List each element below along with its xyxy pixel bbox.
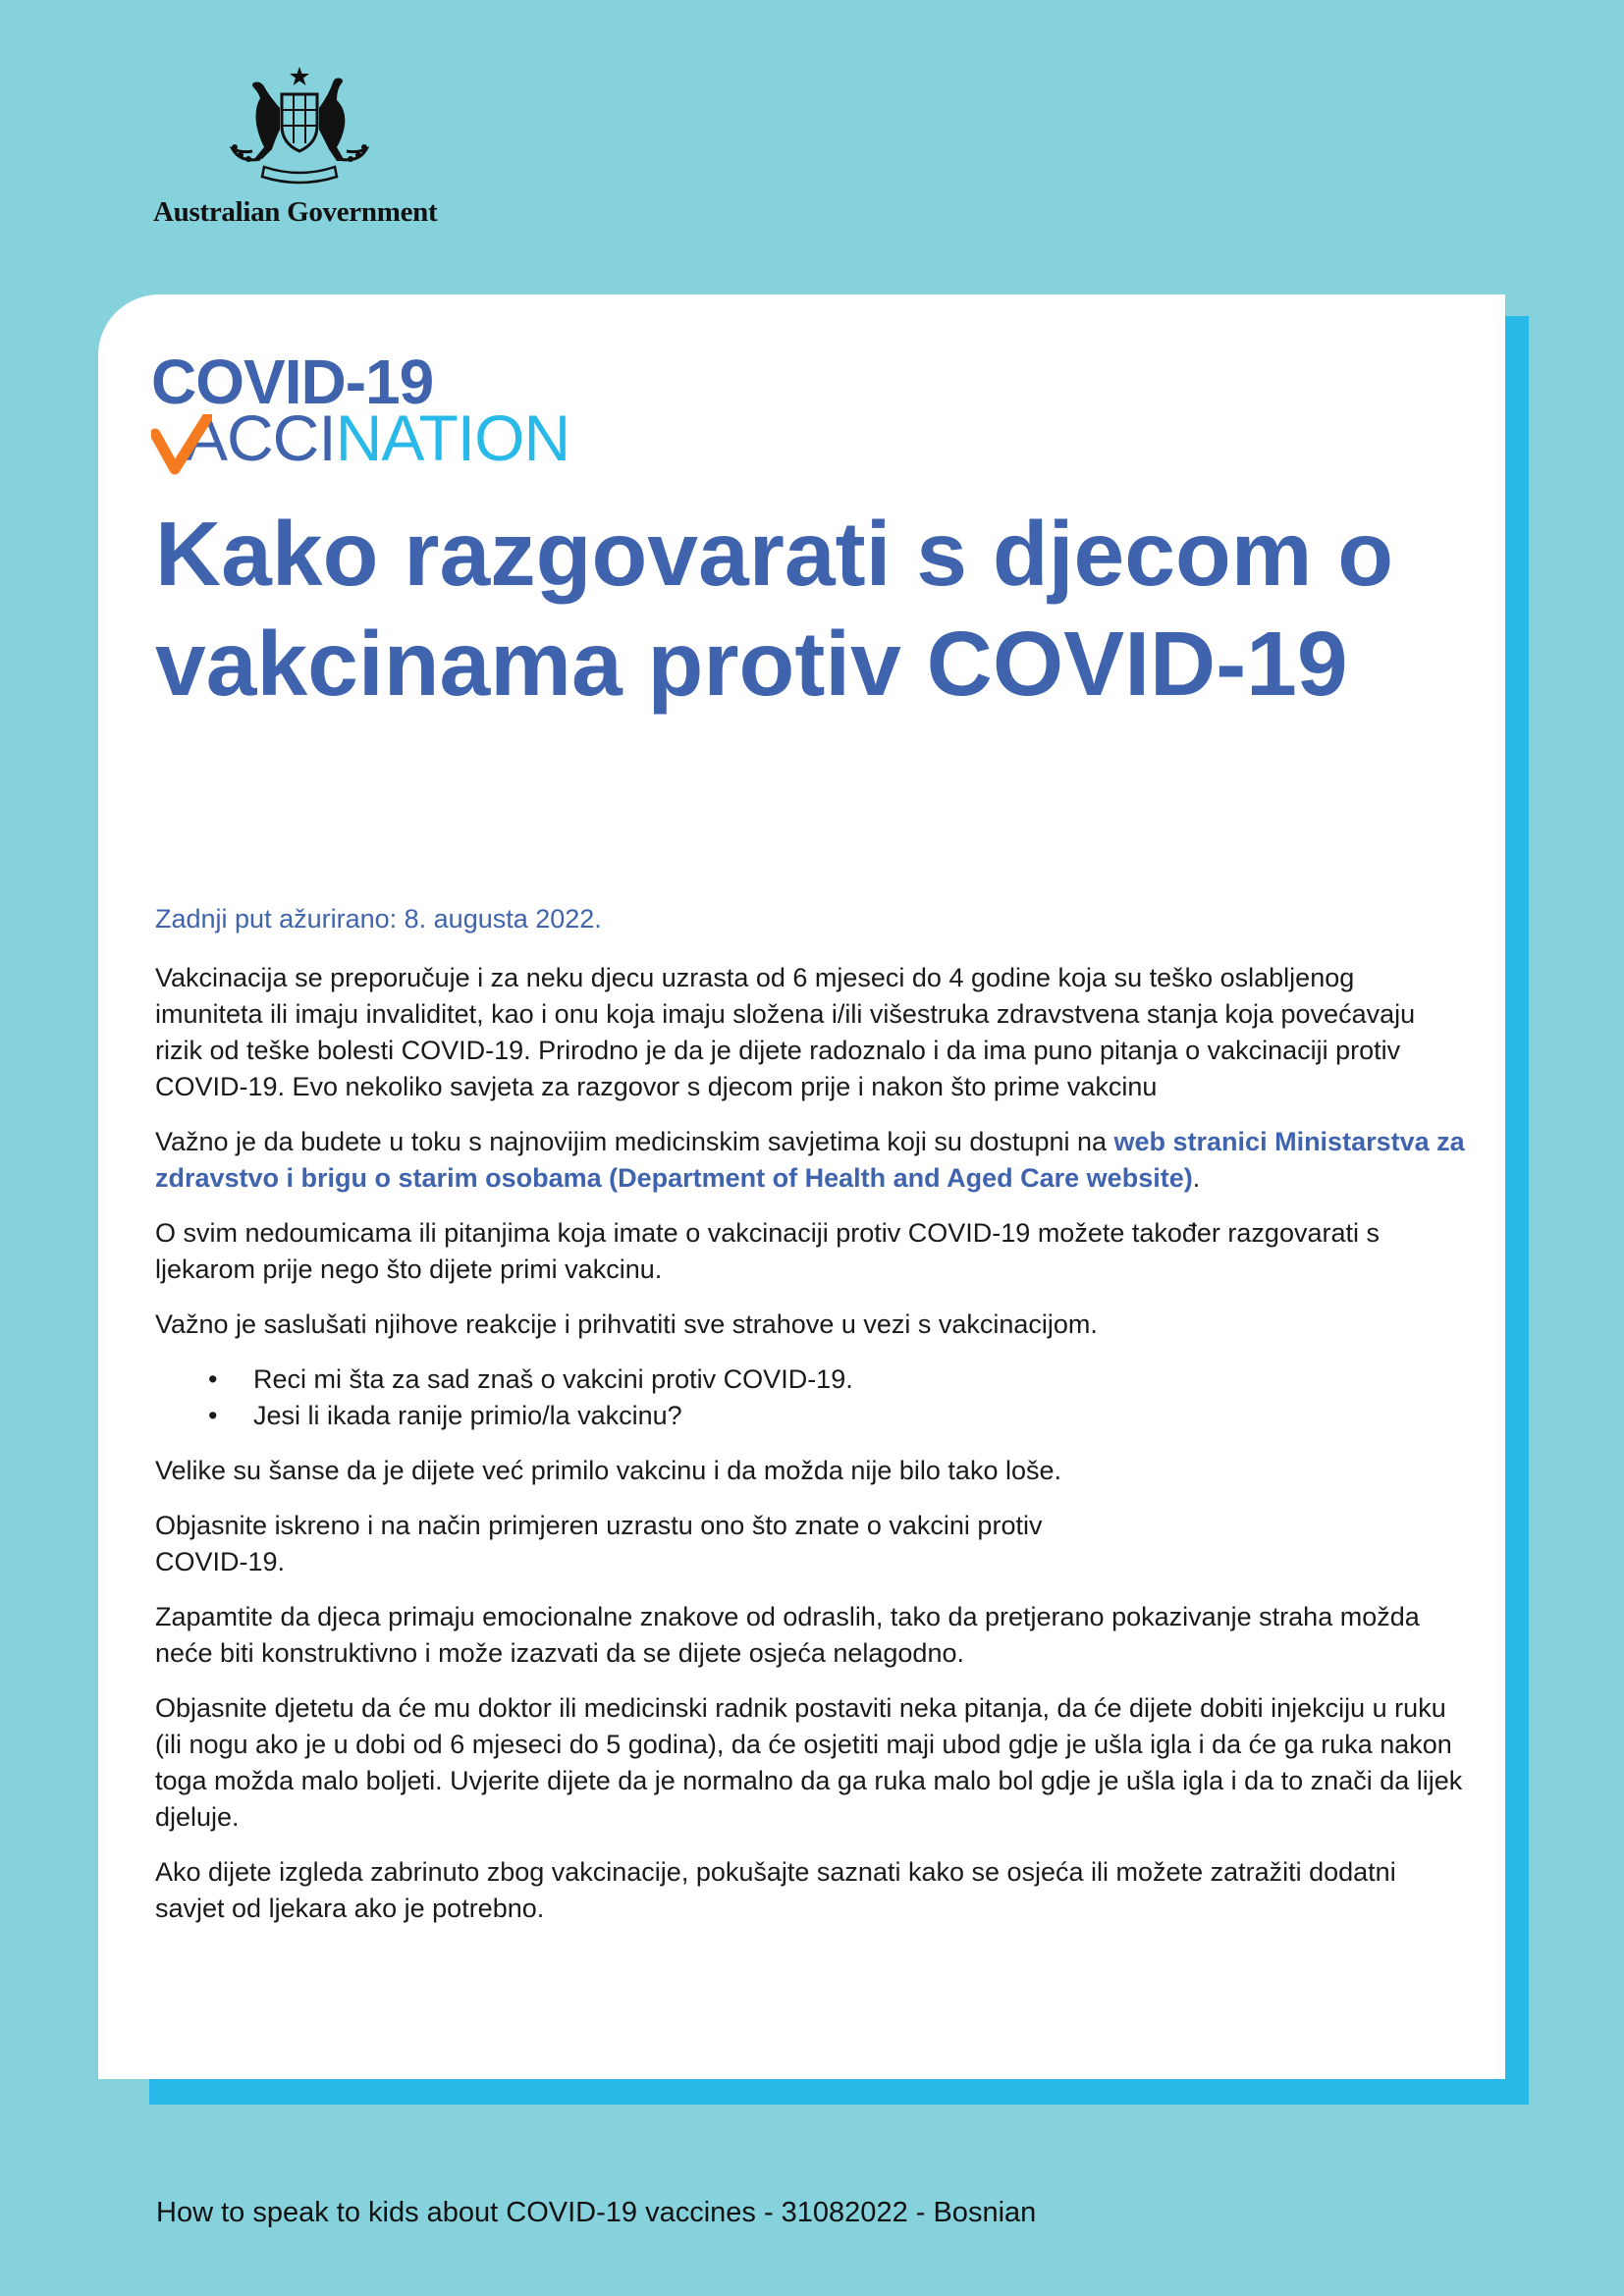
list-item-text: Reci mi šta za sad znaš o vakcini protiv COVID-19. <box>253 1364 853 1394</box>
paragraph-explain-procedure: Objasnite djetetu da će mu doktor ili medicinski radnik postaviti neka pitanja, da će dijete dobiti injekciju u ruku (ili nogu ako je u dobi od 6 mjeseci do 5 godina), da će osjetiti maji ubod gdje je ušla igla i da će ga ruka nakon toga možda malo boljeti. Uvjerite dijete da je normalno da ga ruka malo bol gdje je ušla igla i da to znači da lijek djeluje. <box>155 1693 1463 1832</box>
paragraph-intro: Vakcinacija se preporučuje i za neku djecu uzrasta od 6 mjeseci do 4 godine koja su teško oslabljenog imuniteta ili imaju invaliditet, kao i onu koja imaju složena i/ili višestruka zdravstvena stanja koja povećavaju rizik od teške bolesti COVID-19. Prirodno je da je dijete radoznalo i da ima puno pitanja o vakcinaciji protiv COVID-19. Evo nekoliko savjeta za razgovor s djecom prije i nakon što prime vakcinu <box>155 963 1416 1101</box>
paragraph-emotional-cues: Zapamtite da djeca primaju emocionalne znakove od odraslih, tako da pretjerano pokazivanje straha možda neće biti konstruktivno i može izazvati da se dijete osjeća nelagodno. <box>155 1602 1420 1668</box>
covid-vaccination-logo <box>149 346 601 473</box>
paragraph-explain-line2: COVID-19. <box>155 1547 286 1576</box>
paragraph-worried-child: Ako dijete izgleda zabrinuto zbog vakcinacije, pokušajte saznati kako se osjeća ili možete zatražiti dodatni savjet od ljekara ako je potrebno. <box>155 1857 1396 1923</box>
list-item <box>208 1398 1466 1434</box>
paragraph-explain-line1: Objasnite iskreno i na način primjeren uzrastu ono što znate o vakcini protiv <box>155 1511 1043 1540</box>
content-card <box>98 294 1505 2079</box>
last-updated-date: Zadnji put ažurirano: 8. augusta 2022. <box>155 904 602 934</box>
footer-text: How to speak to kids about COVID-19 vaccines - 31082022 - Bosnian <box>156 2197 1037 2228</box>
paragraph-medical-advice-text: Važno je da budete u toku s najnovijim medicinskim savjetima koji su dostupni na <box>155 1127 1114 1156</box>
australian-coat-of-arms-icon <box>221 65 378 192</box>
question-list <box>155 1362 1466 1434</box>
department-website-link[interactable]: web stranici Ministarstva za zdravstvo i brigu o starim osobama (Department of Health and Aged Care website) <box>155 1127 1465 1193</box>
paragraph-listen: Važno je saslušati njihove reakcije i prihvatiti sve strahove u vezi s vakcinacijom. <box>155 1309 1098 1339</box>
logo-nation-text: NATION <box>335 401 570 474</box>
logo-vaccination-text <box>185 400 569 475</box>
bullet-icon: • <box>208 1364 218 1394</box>
australian-government-logo <box>147 65 461 232</box>
document-body <box>155 901 1466 1946</box>
list-item-text: Jesi li ikada ranije primio/la vakcinu? <box>253 1401 682 1430</box>
logo-covid-text: COVID-19 <box>151 347 434 417</box>
page-title: Kako razgovarati s djecom o vakcinama protiv COVID-19 <box>155 503 1394 715</box>
government-name: Australian Government <box>153 196 438 228</box>
check-mark-icon <box>151 414 212 475</box>
paragraph-medical-advice <box>155 1124 1466 1197</box>
paragraph-medical-advice-end: . <box>1192 1163 1201 1193</box>
list-item <box>208 1362 1466 1398</box>
paragraph-chances: Velike su šanse da je dijete već primilo vakcinu i da možda nije bilo tako loše. <box>155 1456 1061 1485</box>
bullet-icon: • <box>208 1401 218 1430</box>
logo-acci-text: ACCI <box>185 401 336 474</box>
paragraph-doctor: O svim nedoumicama ili pitanjima koja imate o vakcinaciji protiv COVID-19 možete također razgovarati s ljekarom prije nego što dijete primi vakcinu. <box>155 1218 1380 1284</box>
paragraph-explain-honestly <box>155 1508 1466 1580</box>
